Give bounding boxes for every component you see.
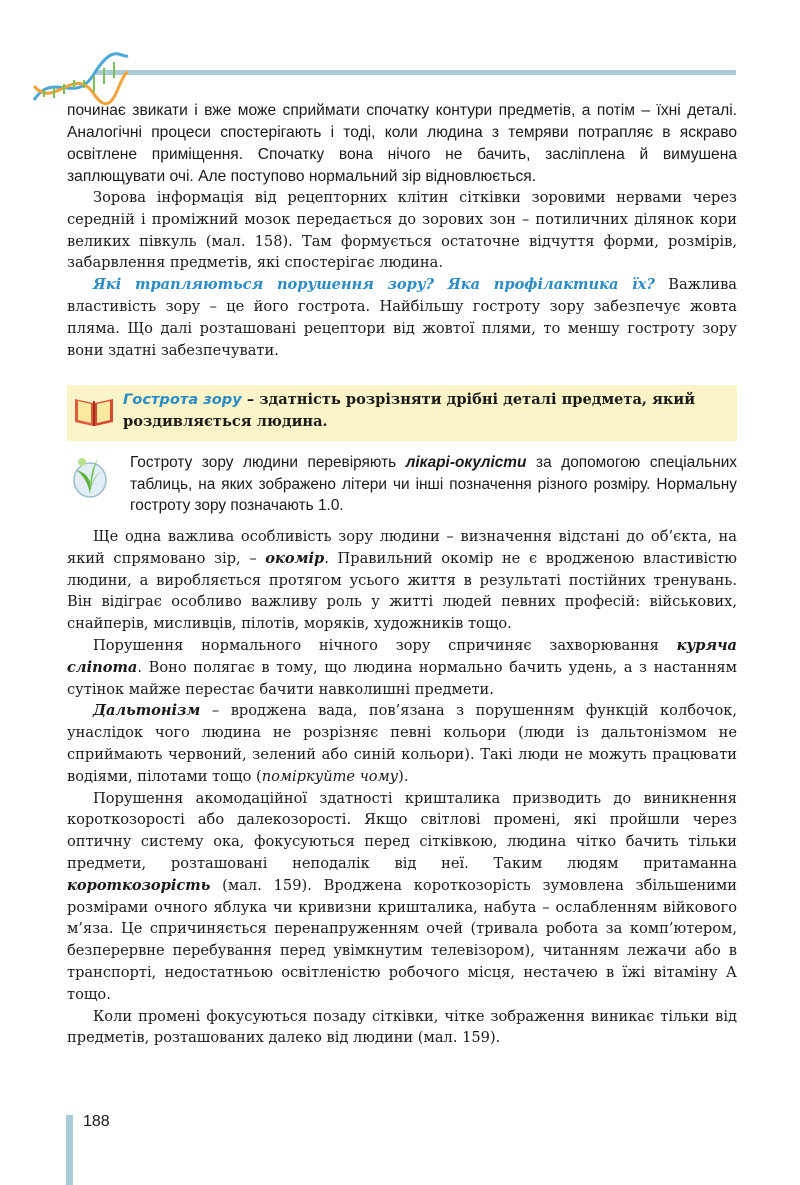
note-text-part: за допомогою спеціальних таблиць, на яких зображено літери чи інші позначення різного розміру. Нормальну гостроту зору позначають 1.0. [130, 454, 737, 514]
definition-body: – здатність розрізняти дрібні деталі предмета, який роздивляється людина. [123, 391, 696, 430]
term-daltonism: Дальтонізм [93, 702, 201, 720]
plant-flask-icon [68, 450, 114, 500]
definition-text [123, 389, 723, 433]
footer-rule [66, 1115, 73, 1185]
task-think-why: поміркуйте чому [261, 767, 399, 785]
book-icon [73, 395, 115, 427]
paragraph-hyperopia: Коли промені фокусуються позаду сітківки, чітке зображення виникає тільки від предметів, розташованих далеко від людини (мал. 159). [67, 1007, 737, 1047]
paragraph-text: Важлива властивість зору – це його гострота. Найбільшу гостроту зору забезпечує жовта пляма. Що далі розташовані рецептори від жовтої плями, то меншу гостроту зору вони здатні забезпечувати. [67, 276, 737, 359]
paragraph-text: (мал. 159). Вроджена короткозорість зумовлена збільшеними розмірами очного яблука чи кривизни кришталика, набута – ослабленням війкового м’яза. Це спричиняється перенапруженням очей (тривала робота за комп’ютером, безперервне перебування перед увімкнутим телевізором), читанням лежачи або в транспорті, недостатньою освітленістю робочого місця, нестачею в їжі вітаміну А тощо. [67, 876, 737, 1003]
note-text [130, 452, 737, 517]
main-text-section-2 [67, 526, 737, 1049]
paragraph-text: – вроджена вада, пов’язана з порушенням функцій колбочок, унаслідок чого людина не розрізняє певні кольори (люди із дальтонізмом не сприймають червоний, зелений або синій кольори). Такі люди не можуть працювати водіями, пілотами тощо ( [67, 702, 737, 785]
definition-term: Гострота зору [123, 391, 242, 408]
section-question: Які трапляються порушення зору? Яка профілактика їх? [93, 276, 655, 294]
paragraph-text: ). [398, 767, 409, 785]
term-night-blindness: куряча сліпота [67, 636, 737, 676]
page-number: 188 [83, 1113, 110, 1130]
note-emphasis: лікарі-окулісти [405, 454, 527, 471]
continuation-paragraph: починає звикати і вже може сприймати спочатку контури предметів, а потім – їхні деталі. Аналогічні процеси спостерігають і тоді, коли людина з темряви потрапляє в яскраво освітлене приміщення. Спочатку вона нічого не бачить, засліплена й вимушена заплющувати очі. Але поступово нормальний зір відновлюється. [67, 102, 737, 185]
paragraph-text: Порушення нормального нічного зору спричиняє захворювання [93, 636, 677, 654]
paragraph-visual-information: Зорова інформація від рецепторних клітин сітківки зоровими нервами через середній і проміжний мозок передається до зорових зон – потиличних ділянок кори великих півкуль (мал. 158). Там формується остаточне відчуття форми, розмірів, забарвлення предметів, які спостерігає людина. [67, 189, 737, 272]
paragraph-myopia [67, 788, 737, 1006]
note-text-part: Гостроту зору людини перевіряють [130, 454, 406, 471]
paragraph-text: . Правильний окомір не є вродженою властивістю людини, а виробляється протягом усього життя в результаті постійних тренувань. Він відіграє особливо важливу роль у житті людей певних професій: військових, снайперів, мисливців, пілотів, моряків, художників тощо. [67, 549, 738, 633]
term-myopia: короткозорість [67, 876, 211, 894]
paragraph-visual-acuity [67, 274, 737, 361]
paragraph-text: . Воно полягає в тому, що людина нормально бачить удень, а з настанням сутінок майже перестає бачити навколишні предмети. [67, 658, 737, 698]
term-okomir: окомір [265, 549, 325, 567]
paragraph-eye-gauge [67, 526, 737, 635]
paragraph-text: Порушення акомодаційної здатності кришталика призводить до виникнення короткозорості або далекозорості. Якщо світлові промені, які пройшли через оптичну систему ока, фокусуються перед сітківкою, людина чітко бачить тільки предмети, розташовані неподалік від неї. Таким людям притаманна [67, 789, 737, 872]
paragraph-night-blindness [67, 635, 737, 700]
main-text-section-1 [67, 187, 737, 361]
paragraph-text: Ще одна важлива особливість зору людини – визначення відстані до об’єкта, на який спрямовано зір, – [67, 528, 737, 567]
header-rule [96, 70, 736, 75]
definition-box [67, 385, 737, 441]
paragraph-daltonism [67, 700, 737, 787]
